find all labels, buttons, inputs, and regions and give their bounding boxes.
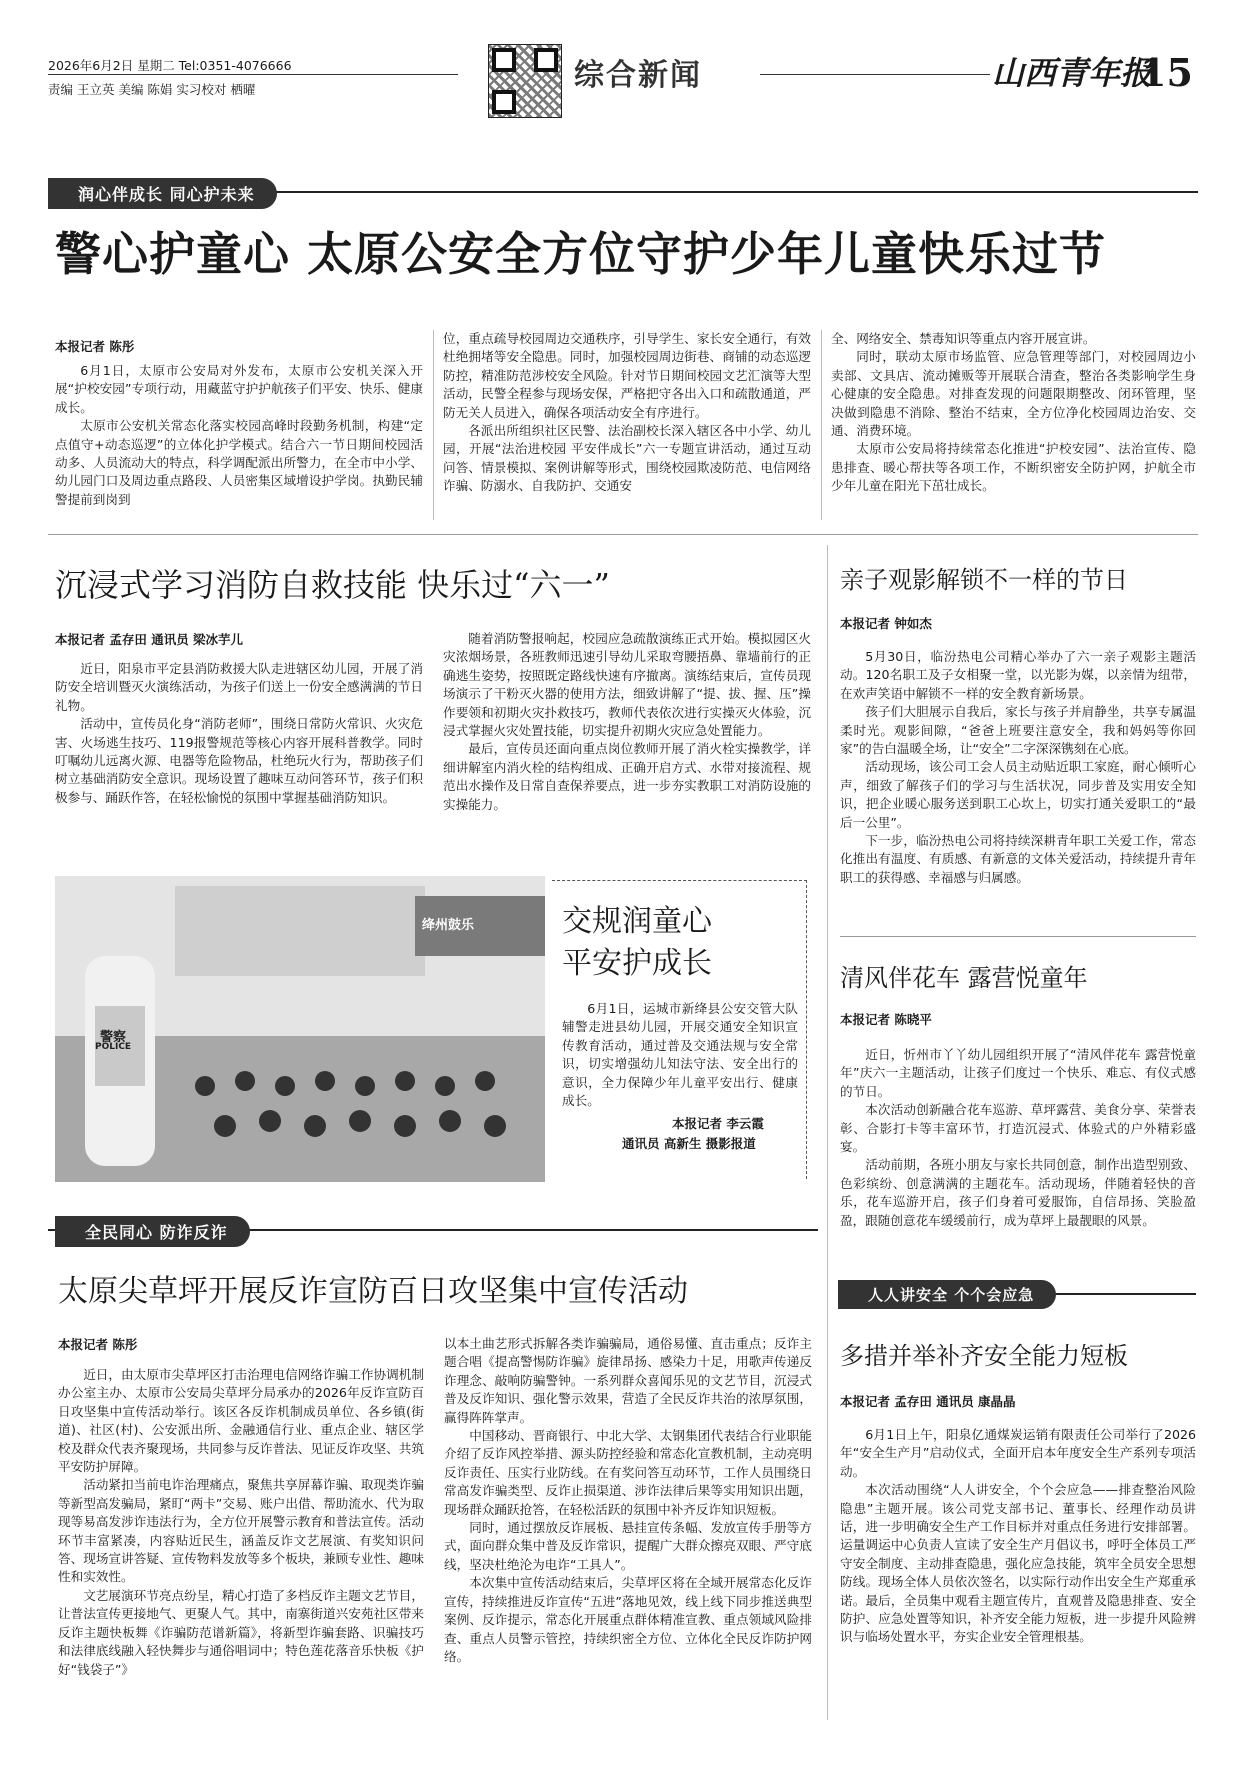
article-column <box>840 1426 1196 1647</box>
paragraph: 同时，通过摆放反诈展板、悬挂宣传条幅、发放宣传手册等方式，面向群众集中普及反诈常识，提醒广大群众擦亮双眼、严守底线，坚决杜绝沦为电诈“工具人”。 <box>444 1520 812 1572</box>
paragraph: 6月1日，太原市公安局对外发布，太原市公安机关深入开展“护校安园”专项行动，用藏蓝守护护航孩子们平安、快乐、健康成长。 <box>55 363 423 415</box>
paragraph: 活动前期，各班小朋友与家长共同创意，制作出造型别致、色彩缤纷、创意满满的主题花车。活动现场，伴随着轻快的音乐，花车巡游开启，孩子们身着可爱服饰，自信昂扬、笑脸盈盈，跟随创意花车缓缓前行，成为草坪上最靓眼的风景。 <box>840 1157 1196 1228</box>
photo-credit: 通讯员 高新生 摄影报道 <box>622 1136 756 1151</box>
header-rule-right <box>760 74 990 75</box>
paragraph: 太原市公安局将持续常态化推进“护校安园”、法治宣传、隐患排查、暖心帮扶等各项工作，不断织密安全防护网，护航全市少年儿童在阳光下茁壮成长。 <box>831 441 1196 494</box>
paragraph: 近日，忻州市丫丫幼儿园组织开展了“清风伴花车 露营悦童年”庆六一主题活动，让孩子们度过一个快乐、难忘、有仪式感的节日。 <box>840 1047 1196 1099</box>
article-headline: 亲子观影解锁不一样的节日 <box>840 566 1128 594</box>
byline: 本报记者 陈彤 <box>55 339 135 354</box>
paragraph: 6月1日，运城市新绛县公安交管大队辅警走进县幼儿园，开展交通安全知识宣传教育活动，通过普及交通法规与安全常识，切实增强幼儿知法守法、安全出行的意识，全力保障少年儿童平安出行、健康成长。 <box>562 1001 798 1109</box>
paragraph: 随着消防警报响起，校园应急疏散演练正式开始。模拟园区火灾浓烟场景，各班教师迅速引导幼儿采取弯腰捂鼻、靠墙前行的正确逃生姿势，按照既定路线快速有序撤离。演练结束后，宣传员现场演示了干粉灭火器的使用方法，细致讲解了“提、拔、握、压”操作要领和初期火灾扑救技巧，教师代表依次进行实操灭火体验，沉浸式掌握火灾处置技能，切实提升初期火灾应急处置能力。 <box>443 631 811 739</box>
section-divider <box>48 534 1198 535</box>
column-divider <box>433 330 434 520</box>
byline: 本报记者 孟存田 通讯员 康晶晶 <box>840 1394 1016 1409</box>
paragraph: 5月30日，临汾热电公司精心举办了六一亲子观影主题活动。120名职工及子女相聚一堂，以光影为媒，以亲情为纽带，在欢声笑语中解锁不一样的安全教育新场景。 <box>840 649 1196 701</box>
byline: 本报记者 钟如杰 <box>840 616 932 631</box>
photo-credit: 本报记者 李云霞 <box>672 1116 764 1131</box>
article-headline: 沉浸式学习消防自救技能 快乐过“六一” <box>55 566 610 604</box>
paragraph: 活动中，宣传员化身“消防老师”，围绕日常防火常识、火灾危害、火场逃生技巧、119报警规范等核心内容开展科普教学。同时叮嘱幼儿远离火源、电器等危险物品，杜绝玩火行为，帮助孩子们树立基础消防安全意识。现场设置了趣味互动问答环节，孩子们积极参与、踊跃作答，在轻松愉悦的氛围中掌握基础消防知识。 <box>55 716 423 805</box>
paper-logo: 山西青年报 <box>992 54 1153 92</box>
article-column <box>840 648 1196 887</box>
paragraph: 活动现场，该公司工会人员主动贴近职工家庭，耐心倾听心声，细致了解孩子们的学习与生活状况，同步普及实用安全知识，把企业暖心服务送到职工心坎上，切实打通关爱职工的“最后一公里”。 <box>840 759 1196 830</box>
section-divider <box>840 936 1196 937</box>
paragraph: 各派出所组织社区民警、法治副校长深入辖区各中小学、幼儿园，开展“法治进校园 平安伴成长”六一专题宣讲活动，通过互动问答、情景模拟、案例讲解等形式，围绕校园欺凌防范、电信网络诈骗、防溺水、自我防护、交通安 <box>443 423 811 494</box>
article-headline: 多措并举补齐安全能力短板 <box>840 1342 1128 1370</box>
section-tag: 全民同心 防诈反诈 <box>55 1216 250 1247</box>
paragraph: 文艺展演环节亮点纷呈，精心打造了多档反诈主题文艺节目，让普法宣传更接地气、更聚人气。其中，南寨街道兴安苑社区带来反诈主题快板舞《诈骗防范谱新篇》，将新型诈骗套路、识骗技巧和法律底线融入轻快舞步与通俗唱词中；特色莲花落音乐快板《护好“钱袋子”》 <box>58 1587 424 1677</box>
byline: 本报记者 陈彤 <box>58 1337 138 1352</box>
column-divider <box>821 330 822 520</box>
article-column <box>443 630 811 814</box>
byline: 本报记者 陈晓平 <box>840 1012 932 1027</box>
editors-line: 责编 王立英 美编 陈娟 实习校对 栖曜 <box>48 82 256 97</box>
column-divider <box>827 545 828 1215</box>
section-title: 综合新闻 <box>574 58 702 93</box>
paragraph: 6月1日上午，阳泉亿通煤炭运销有限责任公司举行了2026年“安全生产月”启动仪式，全面开启本年度安全生产系列专项活动。 <box>840 1427 1196 1479</box>
article-column <box>58 1366 424 1679</box>
paragraph: 以本土曲艺形式拆解各类诈骗骗局，通俗易懂、直击重点；反诈主题合唱《提高警惕防诈骗》旋律昂扬、感染力十足，用歌声传递反诈理念、敲响防骗警钟。一系列群众喜闻乐见的文艺节目，沉浸式普及反诈知识、强化警示效果，营造了全民反诈共治的浓厚氛围，赢得阵阵掌声。 <box>444 1336 812 1425</box>
photo-headline-line2: 平安护成长 <box>562 946 712 981</box>
article-headline: 太原尖草坪开展反诈宣防百日攻坚集中宣传活动 <box>58 1274 688 1309</box>
vest-text: 警察 <box>100 1030 127 1045</box>
paragraph: 最后，宣传员还面向重点岗位教师开展了消火栓实操教学，详细讲解室内消火栓的结构组成、正确开启方式、水带对接流程、规范出水操作及日常自查保养要点，进一步夯实教职工对消防设施的实操能力。 <box>443 741 811 812</box>
page-number: 15 <box>1140 50 1193 95</box>
paragraph: 下一步，临汾热电公司将持续深耕青年职工关爱工作，常态化推出有温度、有质感、有新意的文体关爱活动，持续提升青年职工的获得感、幸福感与归属感。 <box>840 833 1196 885</box>
article-column <box>840 1046 1196 1230</box>
section-tag: 人人讲安全 个个会应急 <box>838 1280 1056 1309</box>
banner-text: 绛州鼓乐 <box>422 918 475 933</box>
article-column <box>444 1335 812 1666</box>
article-column <box>831 330 1196 496</box>
news-photo <box>55 876 545 1182</box>
paragraph: 本次活动创新融合花车巡游、草坪露营、美食分享、荣誉表彰、合影打卡等丰富环节，打造沉浸式、体验式的户外精彩盛宴。 <box>840 1102 1196 1155</box>
paragraph: 本次活动围绕“人人讲安全，个个会应急——排查整治风险隐患”主题开展。该公司党支部书记、董事长、经理作动员讲话，进一步明确安全生产工作目标并对重点任务进行安排部署。运量调运中心负责人宣读了安全生产月倡议书，呼吁全体员工严守安全制度、主动排查隐患，强化应急技能，筑牢全员安全思想防线。现场全体人员依次签名，以实际行动作出安全生产郑重承诺。最后，全员集中观看主题宣传片，直观普及隐患排查、安全防护、应急处置等知识，补齐安全能力短板，进一步提升风险辨识与临场处置水平，夯实企业安全管理根基。 <box>840 1482 1196 1645</box>
qr-code <box>488 44 562 118</box>
paragraph: 位，重点疏导校园周边交通秩序，引导学生、家长安全通行，有效杜绝拥堵等安全隐患。同时，加强校园周边街巷、商铺的动态巡逻防控，精准防范涉校安全风险。针对节日期间校园文艺汇演等大型活动，民警全程参与现场安保，严格把守各出入口和疏散通道，严防无关人员进入，确保各项活动安全有序进行。 <box>443 331 811 420</box>
paragraph: 同时，联动太原市场监管、应急管理等部门，对校园周边小卖部、文具店、流动摊贩等开展联合清查，整治各类影响学生身心健康的安全隐患。对排查发现的问题限期整改、闭环管理，坚决做到隐患不消除、整治不结束，全方位净化校园周边治安、交通、消费环境。 <box>831 349 1196 439</box>
photo-headline-line1: 交规润童心 <box>562 904 712 939</box>
header-rule <box>48 74 458 75</box>
paragraph: 近日，阳泉市平定县消防救援大队走进辖区幼儿园，开展了消防安全培训暨灭火演练活动，为孩子们送上一份安全感满满的节日礼物。 <box>55 661 423 713</box>
article-column <box>55 660 423 807</box>
vest-text-en: POLICE <box>95 1042 132 1052</box>
section-tag: 润心伴成长 同心护未来 <box>48 178 277 209</box>
paragraph: 太原市公安机关常态化落实校园高峰时段勤务机制，构建“定点值守+动态巡逻”的立体化护学模式。结合六一节日期间校园活动多、人员流动大的特点，科学调配派出所警力，在全市中小学、幼儿园门口及周边重点路段、人员密集区域增设护学岗。执勤民辅警提前到岗到 <box>55 418 423 507</box>
article-headline: 警心护童心 太原公安全方位守护少年儿童快乐过节 <box>55 227 1107 281</box>
column-divider <box>827 1215 828 1720</box>
paragraph: 中国移动、晋商银行、中北大学、太钢集团代表结合行业职能介绍了反诈风控举措、源头防控经验和常态化宣教机制，主动亮明反诈责任、压实行业防线。在有奖问答互动环节，工作人员围绕日常高发诈骗类型、反诈止损渠道、涉诈法律后果等实用知识出题，现场群众踊跃抢答，在轻松活跃的氛围中补齐反诈知识短板。 <box>444 1428 812 1517</box>
paragraph: 活动紧扣当前电诈治理痛点，聚焦共享屏幕诈骗、取现类诈骗等新型高发骗局，紧盯“两卡”交易、账户出借、帮助流水、代为取现等易高发涉诈违法行为，全方位开展警示教育和普法宣传。活动环节丰富紧凑，内容贴近民生，涵盖反诈文艺展演、有奖知识问答、现场宣讲答疑、宣传物料发放等多个板块，兼顾专业性、趣味性和实效性。 <box>58 1477 424 1585</box>
paragraph: 全、网络安全、禁毒知识等重点内容开展宣讲。 <box>831 331 1096 346</box>
article-column <box>55 362 423 509</box>
issue-date: 2026年6月2日 星期二 Tel:0351-4076666 <box>48 58 292 73</box>
paragraph: 孩子们大胆展示自我后，家长与孩子并肩静坐，共享专属温柔时光。观影间隙，“爸爸上班要注意安全，我和妈妈等你回家”的告白温暖全场，让“安全”二字深深镌刻在心底。 <box>840 704 1196 757</box>
paragraph: 近日，由太原市尖草坪区打击治理电信网络诈骗工作协调机制办公室主办、太原市公安局尖草坪分局承办的2026年反诈宣防百日攻坚集中宣传活动举行。该区各反诈机制成员单位、各乡镇(街道)、社区(村)、公安派出所、金融通信行业、重点企业、辖区学校及群众代表齐聚现场，共同参与反诈普法、见证反诈攻坚、共筑平安防护屏障。 <box>58 1367 424 1475</box>
article-column <box>443 330 811 496</box>
paragraph: 本次集中宣传活动结束后，尖草坪区将在全域开展常态化反诈宣传，持续推进反诈宣传“五进”落地见效，线上线下同步推送典型案例、反诈提示，常态化开展重点群体精准宣教、重点领域风险排查、重点人员警示管控，持续织密全方位、立体化全民反诈防护网络。 <box>444 1575 812 1664</box>
byline: 本报记者 孟存田 通讯员 梁冰芋儿 <box>55 632 244 647</box>
article-headline: 清风伴花车 露营悦童年 <box>840 964 1088 992</box>
photo-caption <box>562 1000 798 1110</box>
